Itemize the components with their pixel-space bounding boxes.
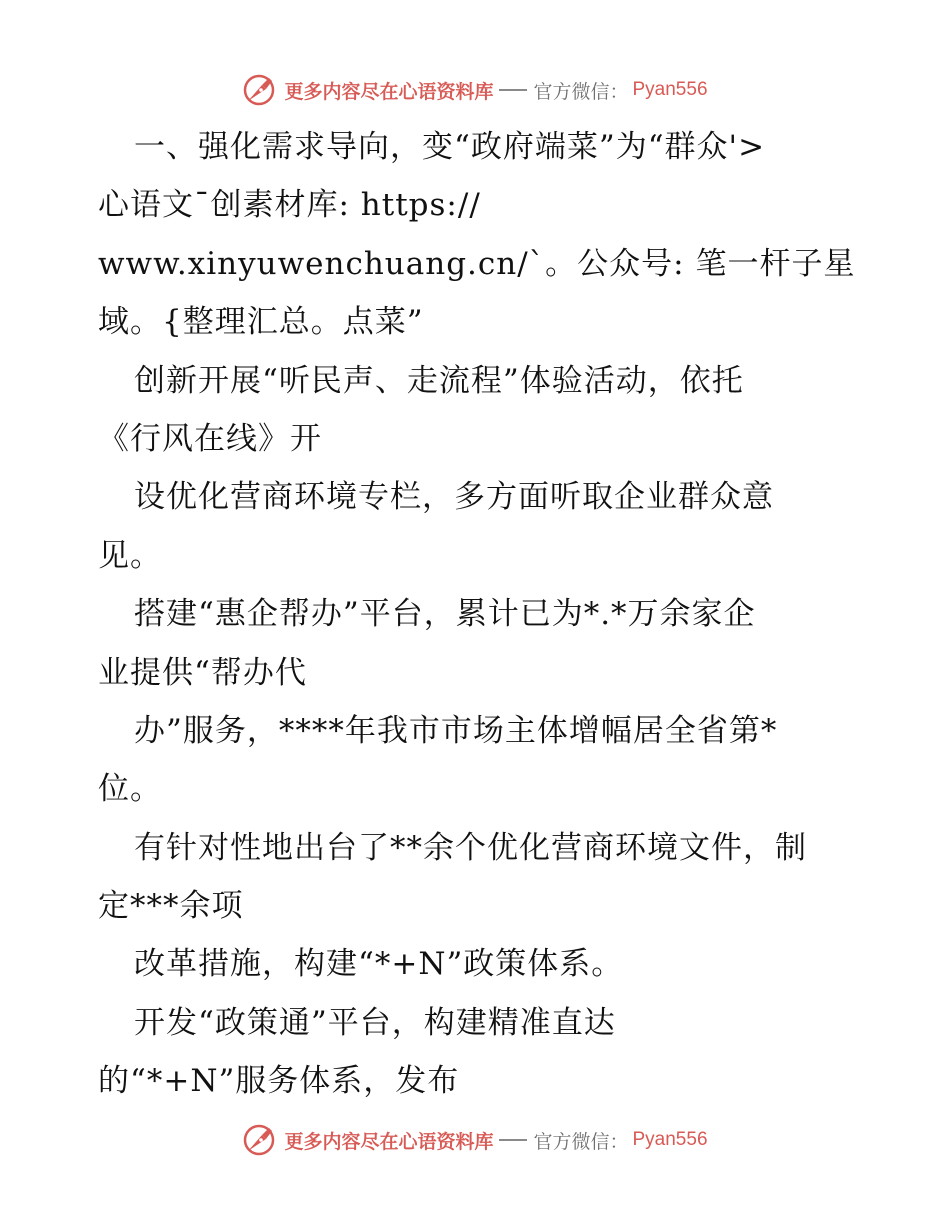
text-line: 定***余项: [98, 888, 244, 925]
text-line: 办”服务，****年我市市场主体增幅居全省第*: [134, 712, 778, 749]
text-line: www.xinyuwenchuang.cn/`。公众号: 笔一杆子星: [98, 245, 856, 282]
text-line: 位。: [98, 771, 162, 808]
header-watermark: [0, 70, 950, 110]
text-line: 有针对性地出台了**余个优化营商环境文件，制: [134, 829, 807, 866]
footer-watermark: [0, 1120, 950, 1160]
footer-promo-text: 更多内容尽在心语资料库: [284, 1130, 494, 1153]
text-line: 设优化营商环境专栏，多方面听取企业群众意: [134, 479, 774, 516]
text-line: 心语文¯创素材库: https://: [98, 187, 481, 224]
header-promo-text: 更多内容尽在心语资料库: [284, 80, 494, 103]
text-line: 创新开展“听民声、走流程”体验活动，依托: [134, 362, 744, 399]
footer-wechat-id: Pyan556: [632, 1129, 708, 1150]
pen-nib-logo-icon: [242, 73, 276, 107]
text-line: 开发“政策通”平台，构建精准直达: [134, 1004, 616, 1041]
text-line: 一、强化需求导向，变“政府端菜”为“群众'>: [134, 129, 766, 165]
footer-dash: [499, 1139, 527, 1141]
header-wechat-id: Pyan556: [632, 79, 708, 100]
text-line: 改革措施，构建“*+N”政策体系。: [134, 946, 624, 983]
text-line: 见。: [98, 537, 162, 574]
text-line: 业提供“帮办代: [98, 654, 307, 691]
header-dash: [499, 89, 527, 91]
pen-nib-logo-icon: [242, 1123, 276, 1157]
text-line: 《行风在线》开: [98, 420, 322, 457]
footer-official-label: 官方微信：: [533, 1130, 629, 1153]
text-line: 搭建“惠企帮办”平台，累计已为*.*万余家企: [134, 596, 756, 633]
text-line: 域。{整理汇总。点菜”: [98, 304, 424, 341]
header-official-label: 官方微信：: [533, 80, 629, 103]
document-body: [98, 118, 858, 1111]
text-line: 的“*+N”服务体系，发布: [98, 1063, 460, 1100]
